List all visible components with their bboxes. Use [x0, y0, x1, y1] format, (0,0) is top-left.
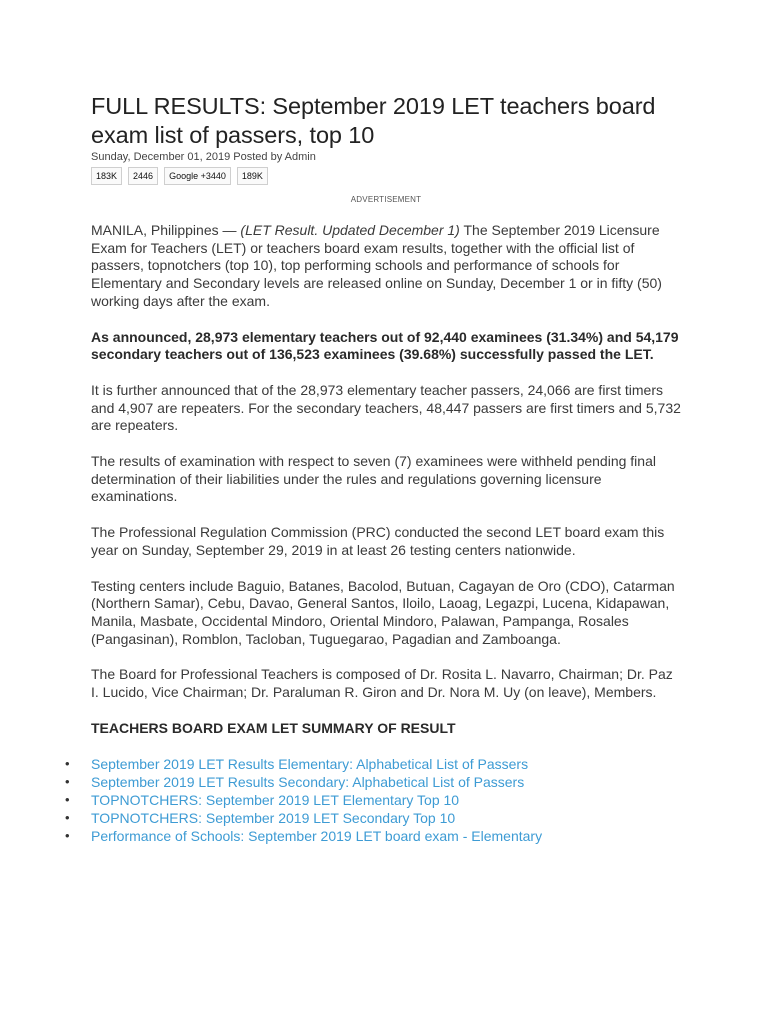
link-elementary-passers[interactable]: September 2019 LET Results Elementary: Alphabetical List of Passers: [91, 756, 529, 773]
announcement-paragraph: As announced, 28,973 elementary teachers out of 92,440 examinees (31.34%) and 54,179 secondary teachers out of 136,523 examinees (39.68%) successfully passed the LET.: [91, 328, 679, 363]
exam-conducted-paragraph: The Professional Regulation Commission (PRC) conducted the second LET board exam this year on Sunday, September 29, 2019 in at least 26 testing centers nationwide.: [91, 524, 665, 558]
article: [65, 92, 681, 845]
list-item: [65, 809, 681, 827]
intro-text: The September 2019 Licensure Exam for Teachers (LET) or teachers board exam results, together with the official list of passers, topnotchers (top 10), top performing schools and performance of schools for Elementary and Secondary levels are released online on Sunday, December 1 or in fifty (50) working days after the exam.: [91, 222, 662, 309]
share-button-2[interactable]: 2446: [128, 167, 158, 185]
link-elementary-top10[interactable]: TOPNOTCHERS: September 2019 LET Elementary Top 10: [91, 792, 460, 809]
bullet-icon: •: [65, 774, 70, 790]
share-button-4[interactable]: 189K: [237, 167, 268, 185]
intro-paragraph: [91, 222, 681, 311]
list-item: [65, 827, 681, 845]
list-item: [65, 755, 681, 773]
summary-heading: TEACHERS BOARD EXAM LET SUMMARY OF RESULT: [91, 719, 456, 736]
link-school-performance-elementary[interactable]: Performance of Schools: September 2019 LET board exam - Elementary: [91, 828, 543, 845]
share-button-1[interactable]: 183K: [91, 167, 122, 185]
post-meta: Sunday, December 01, 2019 Posted by Admin: [91, 151, 316, 163]
link-secondary-top10[interactable]: TOPNOTCHERS: September 2019 LET Secondary Top 10: [91, 810, 456, 827]
passers-breakdown-paragraph: It is further announced that of the 28,973 elementary teacher passers, 24,066 are first timers and 4,907 are repeaters. For the secondary teachers, 48,447 passers are first timers and 5,732 are repeaters.: [91, 381, 681, 434]
testing-centers-paragraph: Testing centers include Baguio, Batanes, Bacolod, Butuan, Cagayan de Oro (CDO), Catarman (Northern Samar), Cebu, Davao, General Santos, Iloilo, Laoag, Legazpi, Lucena, Kidapawan, Manila, Masbate, Occidental Mindoro, Oriental Mindoro, Palawan, Pampanga, Rosales (Pangasinan), Romblon, Tacloban, Tuguegarao, Pagadian and Zamboanga.: [91, 577, 675, 647]
board-members-paragraph: The Board for Professional Teachers is composed of Dr. Rosita L. Navarro, Chairman; Dr. Paz I. Lucido, Vice Chairman; Dr. Paraluman R. Giron and Dr. Nora M. Uy (on leave), Members.: [91, 666, 673, 701]
bullet-icon: •: [65, 810, 70, 826]
result-links-list: [65, 755, 681, 845]
bullet-icon: •: [65, 792, 70, 808]
update-note: (LET Result. Updated December 1): [240, 222, 460, 238]
share-button-google[interactable]: Google +3440: [164, 167, 231, 185]
list-item: [65, 773, 681, 791]
bullet-icon: •: [65, 828, 70, 844]
advertisement-label: ADVERTISEMENT: [350, 195, 422, 204]
bullet-icon: •: [65, 756, 70, 772]
share-bar: [91, 167, 681, 185]
dateline: MANILA, Philippines —: [91, 222, 241, 238]
list-item: [65, 791, 681, 809]
link-secondary-passers[interactable]: September 2019 LET Results Secondary: Alphabetical List of Passers: [91, 774, 525, 791]
article-title: FULL RESULTS: September 2019 LET teachers board exam list of passers, top 10: [91, 93, 656, 148]
withheld-results-paragraph: The results of examination with respect to seven (7) examinees were withheld pending final determination of their liabilities under the rules and regulations governing licensure examinations.: [91, 453, 656, 505]
